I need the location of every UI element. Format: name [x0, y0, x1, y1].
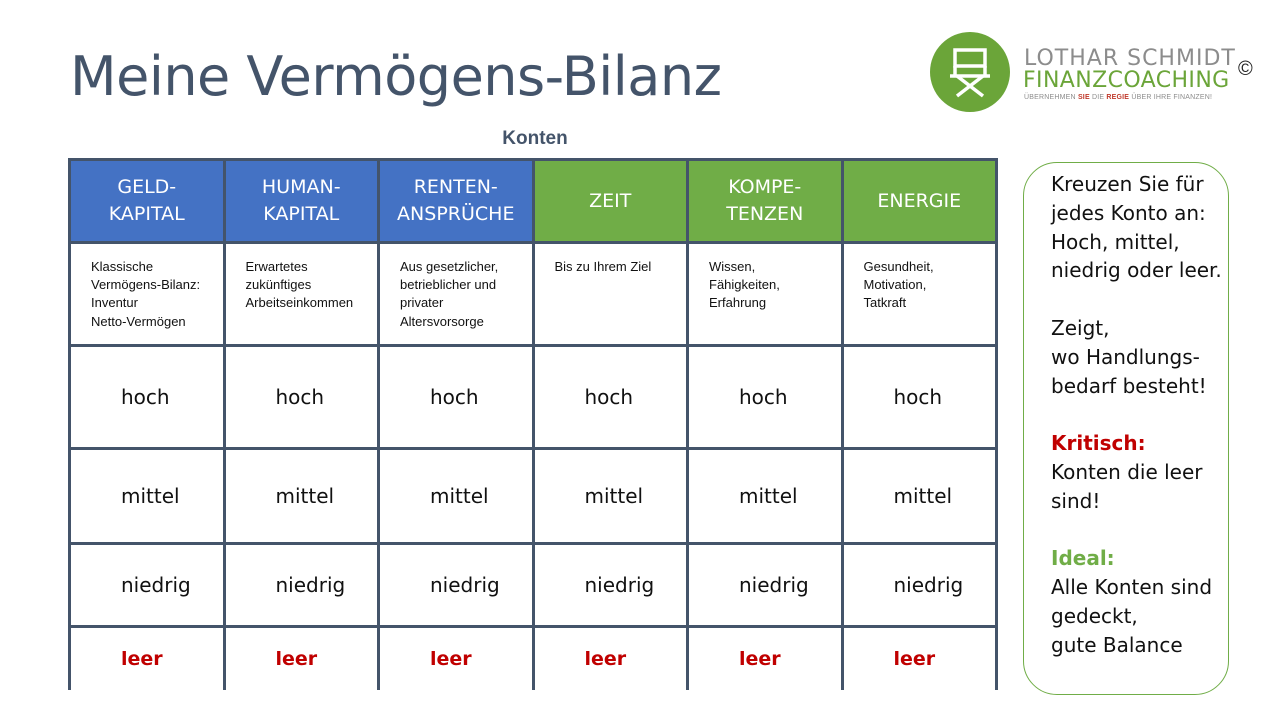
instructions-box — [1023, 162, 1229, 695]
level-cell-mittel[interactable]: mittel — [689, 450, 841, 542]
ideal-heading: Ideal: — [1051, 546, 1115, 571]
critical-text: Konten die leer sind! — [1051, 459, 1203, 513]
level-cell-niedrig[interactable]: niedrig — [689, 545, 841, 625]
column-header: HUMAN- KAPITAL — [226, 161, 378, 241]
level-cell-niedrig[interactable]: niedrig — [226, 545, 378, 625]
instruction-text: Kreuzen Sie für jedes Konto an: Hoch, mittel, niedrig oder leer. — [1051, 172, 1222, 283]
column-description: Gesundheit, Motivation, Tatkraft — [844, 244, 996, 344]
table-caption: Konten — [502, 128, 568, 149]
level-cell-leer[interactable]: leer — [535, 628, 687, 690]
ideal-text: Alle Konten sind gedeckt, gute Balance — [1051, 575, 1213, 657]
level-cell-leer[interactable]: leer — [380, 628, 532, 690]
column-description: Klassische Vermögens-Bilanz: Inventur Netto-Vermögen — [71, 244, 223, 344]
critical-heading: Kritisch: — [1051, 431, 1146, 456]
logo-name-line2: FINANZCOACHING — [1023, 68, 1230, 93]
balance-table — [68, 158, 998, 690]
level-cell-mittel[interactable]: mittel — [226, 450, 378, 542]
level-cell-mittel[interactable]: mittel — [380, 450, 532, 542]
level-cell-hoch[interactable]: hoch — [226, 347, 378, 447]
level-cell-hoch[interactable]: hoch — [844, 347, 996, 447]
column-description: Aus gesetzlicher, betrieblicher und privater Altersvorsorge — [380, 244, 532, 344]
column-header: ZEIT — [535, 161, 687, 241]
page-title: Meine Vermögens-Bilanz — [70, 45, 722, 108]
level-cell-niedrig[interactable]: niedrig — [844, 545, 996, 625]
logo-name-line1: LOTHAR SCHMIDT — [1024, 46, 1236, 71]
level-cell-niedrig[interactable]: niedrig — [71, 545, 223, 625]
level-cell-mittel[interactable]: mittel — [844, 450, 996, 542]
level-cell-niedrig[interactable]: niedrig — [380, 545, 532, 625]
copyright-mark: © — [1238, 58, 1253, 80]
directors-chair-icon — [930, 32, 1010, 112]
level-cell-leer[interactable]: leer — [689, 628, 841, 690]
column-description: Erwartetes zukünftiges Arbeitseinkommen — [226, 244, 378, 344]
level-cell-mittel[interactable]: mittel — [71, 450, 223, 542]
level-cell-hoch[interactable]: hoch — [535, 347, 687, 447]
level-cell-leer[interactable]: leer — [844, 628, 996, 690]
level-cell-hoch[interactable]: hoch — [71, 347, 223, 447]
company-logo — [930, 32, 1236, 114]
level-cell-leer[interactable]: leer — [71, 628, 223, 690]
level-cell-mittel[interactable]: mittel — [535, 450, 687, 542]
level-cell-leer[interactable]: leer — [226, 628, 378, 690]
column-description: Wissen, Fähigkeiten, Erfahrung — [689, 244, 841, 344]
level-cell-hoch[interactable]: hoch — [380, 347, 532, 447]
level-cell-hoch[interactable]: hoch — [689, 347, 841, 447]
column-header: GELD- KAPITAL — [71, 161, 223, 241]
column-header: ENERGIE — [844, 161, 996, 241]
column-header: RENTEN- ANSPRÜCHE — [380, 161, 532, 241]
level-cell-niedrig[interactable]: niedrig — [535, 545, 687, 625]
column-description: Bis zu Ihrem Ziel — [535, 244, 687, 344]
column-header: KOMPE- TENZEN — [689, 161, 841, 241]
logo-tagline: ÜBERNEHMEN SIE DIE REGIE ÜBER IHRE FINANZEN! — [1024, 94, 1213, 101]
purpose-text: Zeigt, wo Handlungs- bedarf besteht! — [1051, 315, 1207, 398]
